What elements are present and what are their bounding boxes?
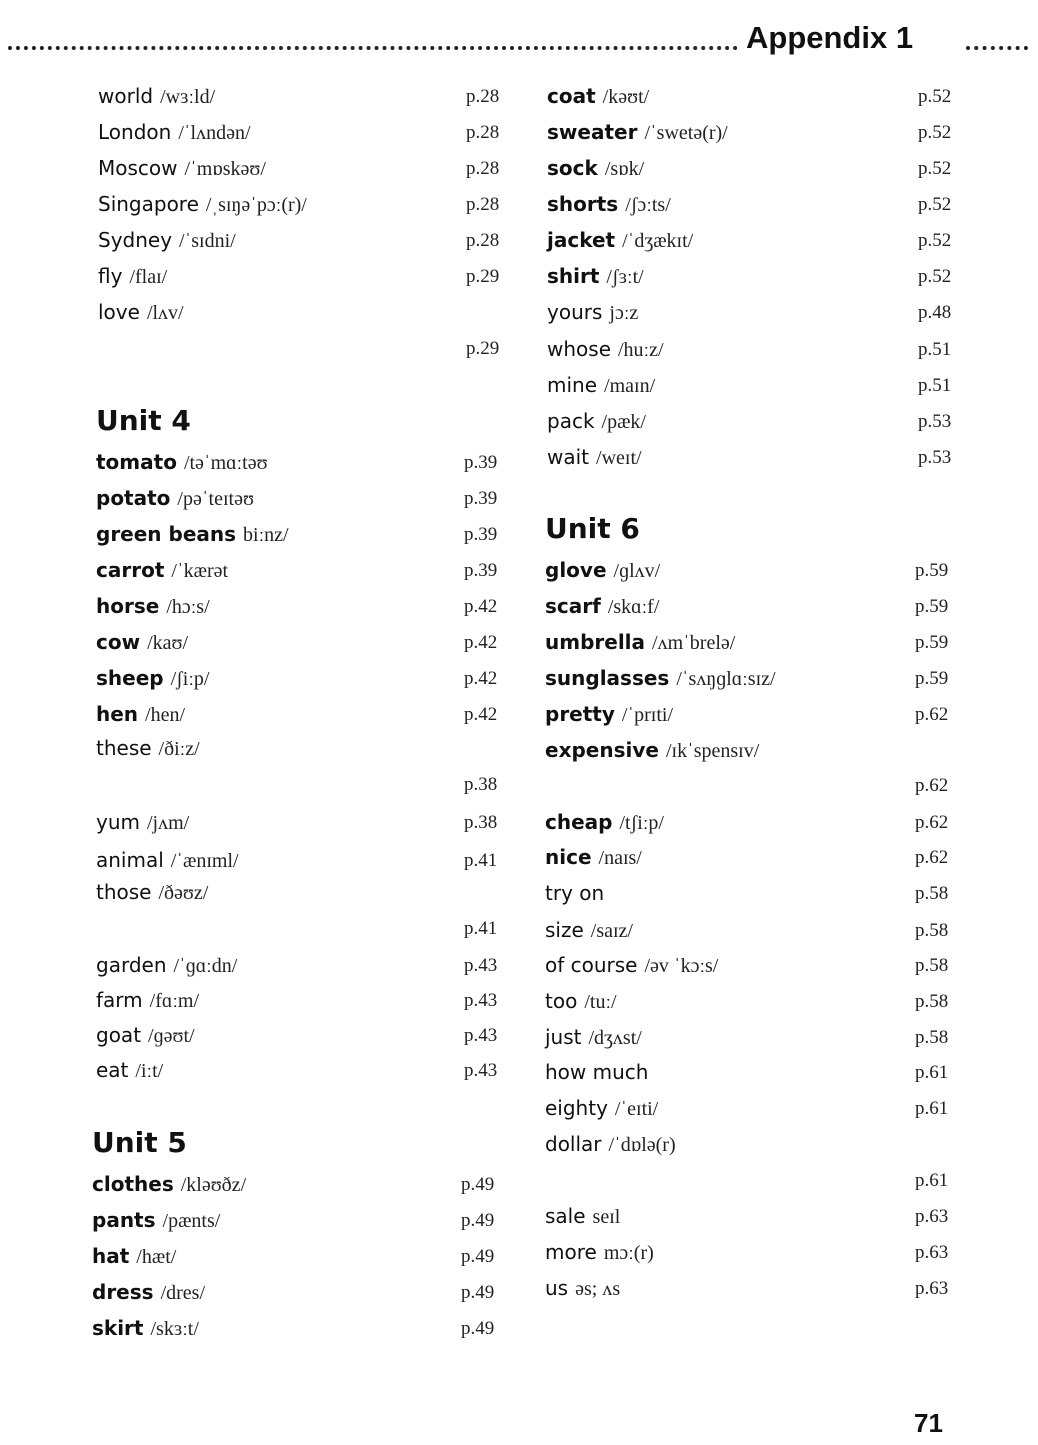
- appendix-header: [8, 20, 1028, 60]
- vocab-entry: [545, 953, 718, 983]
- vocab-entry: [96, 450, 268, 480]
- vocab-word: animal: [96, 848, 164, 872]
- vocab-word: cheap: [545, 810, 613, 834]
- vocab-entry: [98, 264, 167, 294]
- vocab-word: umbrella: [545, 630, 646, 654]
- vocab-phonetic: /kləʊðz/: [180, 1174, 247, 1196]
- vocab-entry: [98, 228, 236, 258]
- vocab-phonetic: /skɜːt/: [150, 1318, 199, 1340]
- vocab-page-ref: p.59: [915, 560, 949, 581]
- vocab-page-ref: p.58: [915, 1027, 949, 1048]
- vocab-page-ref: p.61: [915, 1170, 949, 1191]
- vocab-page-ref: p.42: [464, 596, 498, 617]
- vocab-phonetic: seɪl: [592, 1206, 621, 1228]
- vocab-word: sale: [545, 1204, 586, 1228]
- vocab-word: whose: [547, 337, 611, 361]
- vocab-word: how much: [545, 1060, 649, 1084]
- vocab-word: Sydney: [98, 228, 173, 252]
- vocab-entry: [547, 409, 646, 439]
- vocab-word: more: [545, 1240, 597, 1264]
- vocab-page-ref: p.49: [461, 1282, 495, 1303]
- vocab-phonetic: /ɡlʌv/: [613, 560, 661, 582]
- vocab-entry: [545, 1132, 676, 1162]
- vocab-page-ref: p.38: [464, 812, 498, 833]
- vocab-page-ref: p.61: [915, 1062, 949, 1083]
- vocab-page-ref: p.58: [915, 991, 949, 1012]
- vocab-word: eat: [96, 1058, 129, 1082]
- vocab-word: these: [96, 736, 152, 760]
- vocab-entry: [547, 84, 649, 114]
- vocab-entry: [96, 666, 209, 696]
- vocab-phonetic: /ʃɜːt/: [606, 266, 644, 288]
- vocab-entry: [547, 373, 655, 403]
- vocab-phonetic: /sɒk/: [604, 158, 645, 180]
- vocab-word: Singapore: [98, 192, 199, 216]
- vocab-entry: [96, 810, 189, 840]
- vocab-word: love: [98, 300, 140, 324]
- vocab-page-ref: p.42: [464, 632, 498, 653]
- vocab-entry: [547, 228, 693, 258]
- vocab-phonetic: /maɪn/: [604, 375, 656, 397]
- unit-heading: Unit 6: [545, 512, 640, 545]
- vocab-page-ref: p.28: [466, 158, 500, 179]
- vocab-word: eighty: [545, 1096, 608, 1120]
- vocab-page-ref: p.28: [466, 194, 500, 215]
- vocab-page-ref: p.39: [464, 560, 498, 581]
- vocab-phonetic: /ˈprɪti/: [621, 704, 674, 726]
- vocab-page-ref: p.43: [464, 990, 498, 1011]
- vocab-page-ref: p.58: [915, 920, 949, 941]
- vocab-page-ref: p.29: [466, 266, 500, 287]
- vocab-entry: [545, 1276, 620, 1306]
- vocab-page-ref: p.61: [915, 1098, 949, 1119]
- vocab-phonetic: /ˈænɪml/: [170, 850, 239, 872]
- vocab-word: coat: [547, 84, 596, 108]
- vocab-phonetic: /hɔːs/: [166, 596, 210, 618]
- vocab-entry: [547, 156, 644, 186]
- vocab-page-ref: p.43: [464, 1025, 498, 1046]
- appendix-title: Appendix 1: [746, 20, 914, 55]
- vocab-page-ref: p.41: [464, 850, 498, 871]
- vocab-entry: [547, 445, 642, 475]
- vocab-page-ref: p.52: [918, 86, 952, 107]
- vocab-phonetic: mɔː(r): [603, 1242, 654, 1264]
- vocab-page-ref: p.62: [915, 847, 949, 868]
- vocab-entry: [96, 988, 199, 1018]
- vocab-phonetic: /pæk/: [601, 411, 646, 433]
- vocab-page-ref: p.63: [915, 1206, 949, 1227]
- vocab-page-ref: p.58: [915, 883, 949, 904]
- vocab-word: pants: [92, 1208, 156, 1232]
- vocab-phonetic: /ˈsɪdni/: [179, 230, 236, 252]
- vocab-page-ref: p.39: [464, 452, 498, 473]
- vocab-entry: [96, 594, 210, 624]
- vocab-entry: [96, 1058, 163, 1088]
- vocab-word: carrot: [96, 558, 165, 582]
- vocab-phonetic: /dʒʌst/: [588, 1027, 642, 1049]
- vocab-page-ref: p.28: [466, 122, 500, 143]
- vocab-entry: [98, 84, 215, 114]
- vocab-phonetic: /ʌmˈbrelə/: [652, 632, 736, 654]
- vocab-entry: [545, 989, 617, 1019]
- vocab-phonetic: /ʃɔːts/: [625, 194, 671, 216]
- vocab-phonetic: /hen/: [145, 704, 186, 726]
- vocab-page-ref: p.53: [918, 447, 952, 468]
- vocab-page-ref: p.49: [461, 1246, 495, 1267]
- vocab-entry: [547, 300, 638, 330]
- vocab-phonetic: /ˈmɒskəʊ/: [184, 158, 266, 180]
- vocab-entry: [545, 702, 673, 732]
- vocab-entry: [92, 1244, 176, 1274]
- vocab-page-ref: p.43: [464, 1060, 498, 1081]
- vocab-phonetic: /kəʊt/: [602, 86, 650, 108]
- vocab-word: goat: [96, 1023, 142, 1047]
- unit-heading: Unit 4: [96, 404, 191, 437]
- vocab-entry: [545, 1240, 654, 1270]
- vocab-phonetic: /jʌm/: [147, 812, 190, 834]
- vocab-word: dress: [92, 1280, 154, 1304]
- vocab-entry: [545, 845, 642, 875]
- vocab-word: horse: [96, 594, 160, 618]
- vocab-page-ref: p.42: [464, 668, 498, 689]
- vocab-phonetic: /saɪz/: [590, 920, 633, 942]
- vocab-page-ref: p.62: [915, 812, 949, 833]
- vocab-word: garden: [96, 953, 167, 977]
- vocab-entry: [545, 594, 659, 624]
- vocab-phonetic: /kaʊ/: [147, 632, 189, 654]
- vocab-page-ref: p.52: [918, 122, 952, 143]
- vocab-phonetic: /ˈdʒækɪt/: [622, 230, 694, 252]
- vocab-page-ref: p.58: [915, 955, 949, 976]
- vocab-entry: [545, 1060, 648, 1090]
- vocab-word: dollar: [545, 1132, 602, 1156]
- vocab-word: Moscow: [98, 156, 178, 180]
- vocab-word: glove: [545, 558, 607, 582]
- vocab-page-ref: p.43: [464, 955, 498, 976]
- vocab-word: sweater: [547, 120, 638, 144]
- vocab-entry: [98, 156, 266, 186]
- vocab-entry: [96, 630, 188, 660]
- vocab-entry: [545, 666, 776, 696]
- vocab-word: mine: [547, 373, 598, 397]
- vocab-word: scarf: [545, 594, 601, 618]
- vocab-phonetic: /huːz/: [618, 339, 664, 361]
- vocab-entry: [545, 810, 664, 840]
- vocab-entry: [96, 848, 239, 878]
- vocab-phonetic: /ˈswetə(r)/: [644, 122, 728, 144]
- vocab-page-ref: p.51: [918, 375, 952, 396]
- vocab-phonetic: /ˈkærət: [171, 560, 229, 582]
- vocab-entry: [545, 1204, 620, 1234]
- vocab-phonetic: /pəˈteɪtəʊ: [177, 488, 254, 510]
- vocab-word: green beans: [96, 522, 237, 546]
- vocab-page-ref: p.49: [461, 1174, 495, 1195]
- vocab-phonetic: /flaɪ/: [129, 266, 168, 288]
- vocab-entry: [545, 881, 604, 911]
- vocab-phonetic: /ʃiːp/: [170, 668, 210, 690]
- vocab-entry: [96, 953, 237, 983]
- vocab-word: world: [98, 84, 154, 108]
- vocab-phonetic: /skɑːf/: [607, 596, 660, 618]
- vocab-page-ref: p.28: [466, 86, 500, 107]
- header-dotted-rule-right: [966, 46, 1028, 50]
- vocab-entry: [92, 1316, 199, 1346]
- vocab-word: hen: [96, 702, 139, 726]
- vocab-word: shorts: [547, 192, 619, 216]
- unit-heading: Unit 5: [92, 1126, 187, 1159]
- vocab-page-ref: p.62: [915, 704, 949, 725]
- vocab-word: London: [98, 120, 172, 144]
- vocab-page-ref: p.59: [915, 596, 949, 617]
- vocab-phonetic: /hæt/: [136, 1246, 177, 1268]
- vocab-word: clothes: [92, 1172, 174, 1196]
- vocab-phonetic: /iːt/: [135, 1060, 164, 1082]
- vocab-page-ref: p.51: [918, 339, 952, 360]
- vocab-entry: [545, 558, 660, 588]
- vocab-word: expensive: [545, 738, 659, 762]
- vocab-phonetic: /wɜːld/: [160, 86, 216, 108]
- vocab-page-ref: p.52: [918, 194, 952, 215]
- vocab-entry: [545, 1025, 642, 1055]
- vocab-page-ref: p.39: [464, 488, 498, 509]
- vocab-entry: [98, 120, 251, 150]
- vocab-entry: [92, 1280, 205, 1310]
- vocab-phonetic: /tʃiːp/: [619, 812, 664, 834]
- vocab-phonetic: /ˈɡɑːdn/: [173, 955, 238, 977]
- vocab-word: size: [545, 918, 584, 942]
- vocab-word: wait: [547, 445, 590, 469]
- vocab-word: hat: [92, 1244, 130, 1268]
- vocab-entry: [96, 522, 289, 552]
- vocab-page-ref: p.41: [464, 918, 498, 939]
- vocab-phonetic: əs; ʌs: [575, 1278, 621, 1300]
- page-number: 71: [914, 1408, 943, 1438]
- vocab-entry: [92, 1172, 246, 1202]
- vocab-word: jacket: [547, 228, 616, 252]
- vocab-word: pretty: [545, 702, 615, 726]
- vocab-word: pack: [547, 409, 595, 433]
- vocab-phonetic: /ɡəʊt/: [148, 1025, 195, 1047]
- vocab-entry: [545, 918, 633, 948]
- vocab-entry: [96, 558, 228, 588]
- vocab-word: sock: [547, 156, 598, 180]
- vocab-entry: [98, 300, 184, 330]
- vocab-entry: [547, 192, 671, 222]
- vocab-entry: [96, 736, 200, 766]
- vocab-word: cow: [96, 630, 141, 654]
- vocab-phonetic: /naɪs/: [598, 847, 642, 869]
- vocab-page-ref: p.59: [915, 668, 949, 689]
- vocab-phonetic: /weɪt/: [596, 447, 642, 469]
- vocab-phonetic: /pænts/: [162, 1210, 221, 1232]
- vocab-page-ref: p.39: [464, 524, 498, 545]
- vocab-phonetic: /ˈeɪti/: [614, 1098, 659, 1120]
- vocab-word: yours: [547, 300, 603, 324]
- vocab-phonetic: /təˈmɑːtəʊ: [183, 452, 268, 474]
- header-dotted-rule-left: [8, 46, 738, 50]
- vocab-word: try on: [545, 881, 605, 905]
- vocab-page-ref: p.52: [918, 230, 952, 251]
- vocab-phonetic: /ɪkˈspensɪv/: [665, 740, 760, 762]
- vocab-page-ref: p.42: [464, 704, 498, 725]
- vocab-page-ref: p.53: [918, 411, 952, 432]
- vocab-word: nice: [545, 845, 592, 869]
- vocab-phonetic: /ˈdɒlə(r): [608, 1134, 676, 1156]
- vocab-phonetic: /lʌv/: [146, 302, 184, 324]
- vocab-word: just: [545, 1025, 582, 1049]
- vocab-phonetic: /ðiːz/: [158, 738, 200, 760]
- vocab-entry: [545, 1096, 658, 1126]
- vocab-entry: [98, 192, 307, 222]
- vocab-page-ref: p.62: [915, 775, 949, 796]
- vocab-phonetic: /ðəʊz/: [158, 882, 209, 904]
- vocab-entry: [545, 738, 759, 768]
- vocab-entry: [96, 1023, 195, 1053]
- vocab-phonetic: /əv ˈkɔːs/: [644, 955, 719, 977]
- vocab-page-ref: p.28: [466, 230, 500, 251]
- vocab-word: us: [545, 1276, 569, 1300]
- vocab-word: shirt: [547, 264, 600, 288]
- vocab-word: tomato: [96, 450, 177, 474]
- vocab-entry: [545, 630, 735, 660]
- vocab-word: skirt: [92, 1316, 144, 1340]
- vocab-entry: [547, 264, 644, 294]
- vocab-entry: [96, 486, 254, 516]
- vocab-page-ref: p.48: [918, 302, 952, 323]
- vocab-word: those: [96, 880, 152, 904]
- vocab-page-ref: p.63: [915, 1242, 949, 1263]
- vocab-phonetic: biːnz/: [243, 524, 289, 546]
- vocab-phonetic: jɔːz: [609, 302, 639, 324]
- vocab-page-ref: p.29: [466, 338, 500, 359]
- vocab-entry: [92, 1208, 220, 1238]
- vocab-phonetic: /dres/: [160, 1282, 205, 1304]
- vocab-entry: [96, 880, 208, 910]
- vocab-word: too: [545, 989, 578, 1013]
- vocab-page-ref: p.52: [918, 266, 952, 287]
- vocab-word: farm: [96, 988, 143, 1012]
- vocab-word: of course: [545, 953, 638, 977]
- vocab-word: yum: [96, 810, 140, 834]
- vocab-entry: [547, 120, 728, 150]
- vocab-page-ref: p.49: [461, 1318, 495, 1339]
- vocab-page-ref: p.52: [918, 158, 952, 179]
- vocab-phonetic: /fɑːm/: [149, 990, 200, 1012]
- vocab-word: potato: [96, 486, 171, 510]
- vocab-page-ref: p.63: [915, 1278, 949, 1299]
- vocab-phonetic: /ˌsɪŋəˈpɔː(r)/: [205, 194, 307, 216]
- vocab-page-ref: p.49: [461, 1210, 495, 1231]
- vocab-entry: [547, 337, 664, 367]
- vocab-word: fly: [98, 264, 123, 288]
- vocab-word: sunglasses: [545, 666, 670, 690]
- vocab-page-ref: p.59: [915, 632, 949, 653]
- vocab-word: sheep: [96, 666, 164, 690]
- vocab-page-ref: p.38: [464, 774, 498, 795]
- vocab-phonetic: /tuː/: [584, 991, 617, 1013]
- vocab-entry: [96, 702, 185, 732]
- vocab-phonetic: /ˈlʌndən/: [178, 122, 251, 144]
- vocab-phonetic: /ˈsʌŋɡlɑːsɪz/: [676, 668, 776, 690]
